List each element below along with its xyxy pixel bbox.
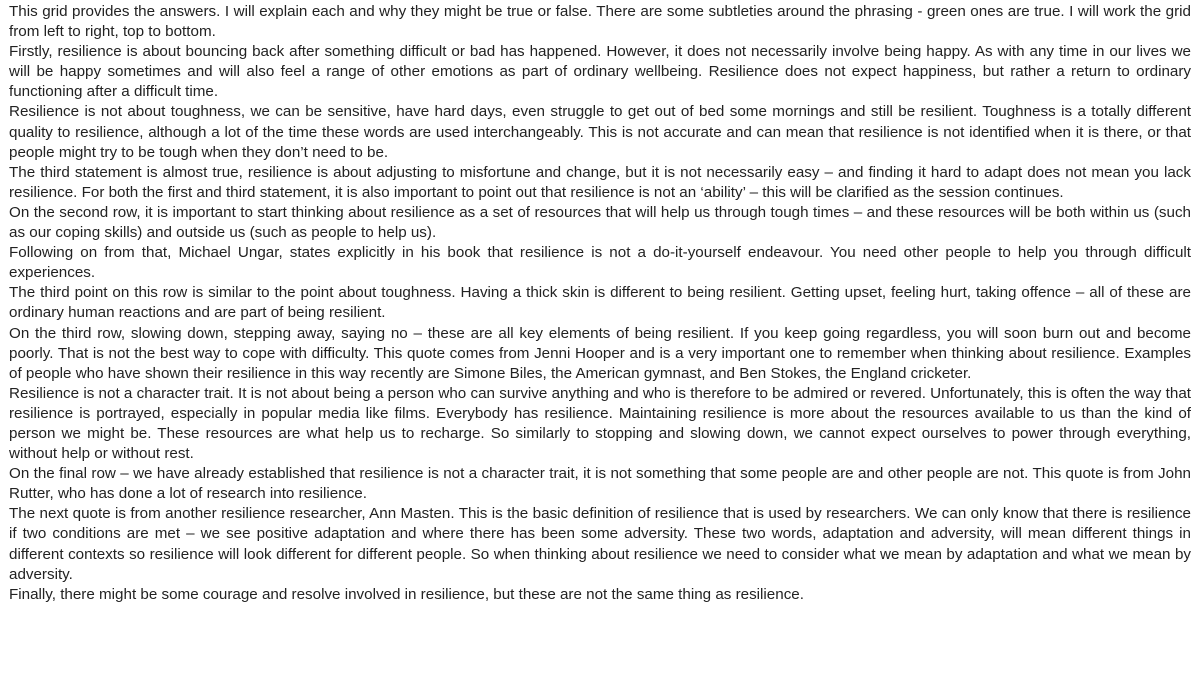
paragraph-character-trait: Resilience is not a character trait. It is not about being a person who can survive anything and who is therefore to be admired or revered. Unfortunately, this is often the way that resilience is portrayed, especially in popular media like films. Everybody has resilience. Maintaining resilience is more about the resources available to us than the kind of person we might be. These resources are what help us to recharge. So similarly to stopping and slowing down, we cannot expect ourselves to power through everything, without help or without rest. bbox=[9, 384, 1191, 463]
paragraph-resources: On the second row, it is important to start thinking about resilience as a set of resources that will help us through tough times – and these resources will be both within us (such as our coping skills) and outside us (such as people to help us). bbox=[9, 203, 1191, 242]
paragraph-happiness: Firstly, resilience is about bouncing back after something difficult or bad has happened. However, it does not necessarily involve being happy. As with any time in our lives we will be happy sometimes and will also feel a range of other emotions as part of ordinary wellbeing. Resilience does not expect happiness, but rather a return to ordinary functioning after a difficult time. bbox=[9, 43, 1191, 101]
paragraph-toughness: Resilience is not about toughness, we can be sensitive, have hard days, even struggle to get out of bed some mornings and still be resilient. Toughness is a totally different quality to resilience, although a lot of the time these words are used interchangeably. This is not accurate and can mean that resilience is not identified when it is there, or that people might try to be tough when they don’t need to be. bbox=[9, 103, 1191, 161]
paragraph-courage: Finally, there might be some courage and resolve involved in resilience, but these are not the same thing as resilience. bbox=[9, 585, 804, 603]
paragraph-slowing-down: On the third row, slowing down, stepping away, saying no – these are all key elements of being resilient. If you keep going regardless, you will soon burn out and become poorly. That is not the best way to cope with difficulty. This quote comes from Jenni Hooper and is a very important one to remember when thinking about resilience. Examples of people who have shown their resilience in this way recently are Simone Biles, the American gymnast, and Ben Stokes, the England cricketer. bbox=[9, 324, 1191, 382]
paragraph-adjusting: The third statement is almost true, resilience is about adjusting to misfortune and change, but it is not necessarily easy – and finding it hard to adapt does not mean you lack resilience. For both the first and third statement, it is also important to point out that resilience is not an ‘ability’ – this will be clarified as the session continues. bbox=[9, 163, 1191, 201]
paragraph-rutter: On the final row – we have already established that resilience is not a character trait, it is not something that some people are and other people are not. This quote is from John Rutter, who has done a lot of research into resilience. bbox=[9, 465, 1191, 503]
paragraph-ungar: Following on from that, Michael Ungar, states explicitly in his book that resilience is not a do-it-yourself endeavour. You need other people to help you through difficult experiences. bbox=[9, 244, 1191, 282]
paragraph-intro: This grid provides the answers. I will explain each and why they might be true or false. There are some subtleties around the phrasing - green ones are true. I will work the grid from left to right, top to bottom. bbox=[9, 3, 1191, 41]
paragraph-thick-skin: The third point on this row is similar to the point about toughness. Having a thick skin is different to being resilient. Getting upset, feeling hurt, taking offence – all of these are ordinary human reactions and are part of being resilient. bbox=[9, 284, 1191, 322]
paragraph-masten: The next quote is from another resilience researcher, Ann Masten. This is the basic definition of resilience that is used by researchers. We can only know that there is resilience if two conditions are met – we see positive adaptation and where there has been some adversity. These two words, adaptation and adversity, will mean different things in different contexts so resilience will look different for different people. So when thinking about resilience we need to consider what we mean by adaptation and what we mean by adversity. bbox=[9, 505, 1191, 583]
